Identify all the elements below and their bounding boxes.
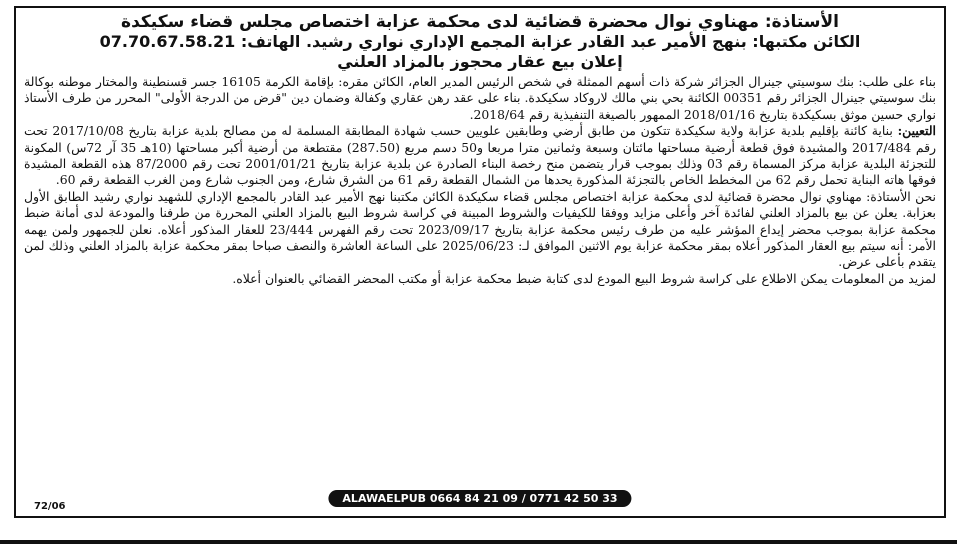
announcement-title: إعلان بيع عقار محجوز بالمزاد العلني (337, 52, 623, 71)
bottom-divider (0, 540, 957, 544)
designation-paragraph (24, 123, 936, 189)
designation-text: بناية كائنة بإقليم بلدية عزابة ولاية سكيكدة تتكون من طابق أرضي وطابقين علويين حسب شهادة المطابقة المسلمة له من مصالح بلدية عزابة بتاريخ 2017/10/08 تحت رقم 2017/484 والمشيدة فوق قطعة أرضية مساحتها مائتان وسبعة وثمانين مترا مربعا و50 دسم مربع (287.50) مقتطعة من أرضية أكبر مساحتها (10هـ 35 آر 72س) المكونة للتجزئة البلدية عزابة مركز المسماة رقم 03 وذلك بموجب قرار يتضمن منح رخصة البناء الصادرة عن بلدية عزابة بتاريخ 2001/01/21 تحت رقم 87/2000 هذه القطعة المشيدة فوقها هاته البناية تحمل رقم 62 من المخطط الخاص بالتجزئة المذكورة يحدها من الشمال القطعة رقم 61 من الشرق شارع، ومن الجنوب شارع ومن الغرب القطعة رقم 60. (24, 123, 936, 188)
publisher-contact: ALAWAELPUB 0664 84 21 09 / 0771 42 50 33 (328, 490, 631, 507)
ad-body (24, 74, 936, 287)
ad-content (24, 12, 937, 512)
designation-label: التعيين: (897, 123, 936, 139)
ad-reference: 72/06 (34, 501, 66, 512)
sale-paragraph: نحن الأستاذة: مهناوي نوال محضرة قضائية لدى محكمة عزابة اختصاص مجلس قضاء سكيكدة الكائن مكتبنا نهج الأمير عبد القادر بالمجمع الإداري للشهيد نواري رشيد الطابق الأول بعزابة. يعلن عن بيع بالمزاد العلني لفائدة آخر وأعلى مزايد ووفقا للكيفيات والشروط المبينة في كراسة شروط البيع بالمزاد العلني المحررة من طرفنا والمودعة لدى أمانة ضبط محكمة عزابة بموجب محضر إيداع المؤشر عليه من طرف رئيس محكمة عزابة بتاريخ 2023/09/17 تحت رقم الفهرس 23/444 للعقار المذكور أعلاه. نعلن للجمهور ولمن يهمه الأمر: أنه سيتم بيع العقار المذكور أعلاه بمقر محكمة عزابة يوم الاثنين الموافق لـ: 2025/06/23 على الساعة العاشرة والنصف صباحا بمقر محكمة عزابة بالمزاد العلني وذلك لمن يتقدم بأعلى عرض. (24, 188, 937, 270)
office-address-phone: الكائن مكتبها: بنهج الأمير عبد القادر عزابة المجمع الإداري نواري رشيد. الهاتف: 07.70.67.58.21 (99, 32, 861, 51)
ad-header (24, 12, 936, 72)
info-paragraph: لمزيد من المعلومات يمكن الاطلاع على كراسة شروط البيع المودع لدى كتابة ضبط محكمة عزابة أو مكتب المحضر القضائي بالعنوان أعلاه. (232, 270, 936, 286)
bailiff-title: الأستاذة: مهناوي نوال محضرة قضائية لدى محكمة عزابة اختصاص مجلس قضاء سكيكدة (121, 12, 839, 32)
request-paragraph: بناء على طلب: بنك سوسيتي جينرال الجزائر شركة ذات أسهم الممثلة في شخص الرئيس المدير العام، الكائن مقره: بإقامة الكرمة 16105 جسر قسنطينة والمختار موطنه بوكالة بنك سوسيتي جينرال الجزائر رقم 00351 الكائنة بحي بني مالك لاروكاد سكيكدة. بناء على عقد رهن عقاري وكفالة وضمان دين "قرض من الدرجة الأولى" المحرر من طرف الأستاذ نواري حسين موثق بسكيكدة بتاريخ 2018/01/16 الممهور بالصيغة التنفيذية رقم 2018/64. (24, 74, 936, 122)
ad-frame (14, 6, 946, 518)
